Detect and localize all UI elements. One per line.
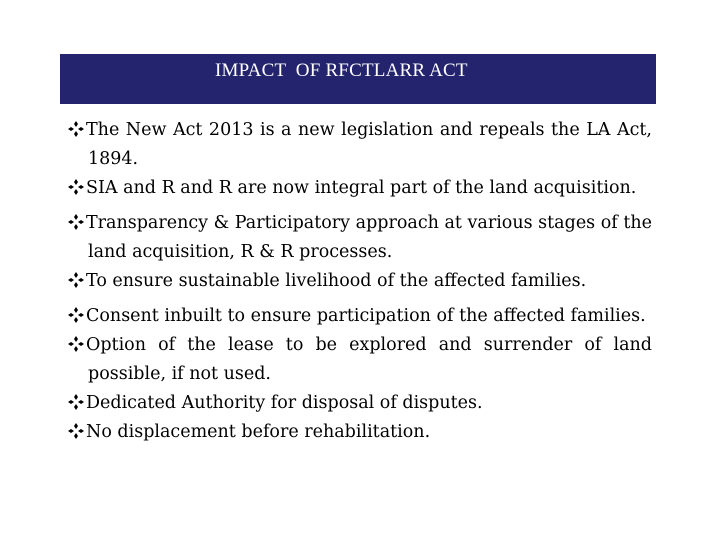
bullet-group: [68, 302, 652, 447]
bullet-item: [68, 267, 652, 296]
four-diamond-bullet-icon: [68, 394, 84, 410]
bullet-text: Dedicated Authority for disposal of disputes.: [86, 393, 483, 413]
bullet-item: [68, 331, 652, 389]
four-diamond-bullet-icon: [68, 423, 84, 439]
bullet-item: [68, 209, 652, 267]
bullet-text: No displacement before rehabilitation.: [86, 422, 431, 442]
slide-title: IMPACT OF RFCTLARR ACT: [215, 60, 468, 81]
bullet-item: [68, 389, 652, 418]
bullet-text: To ensure sustainable livelihood of the affected families.: [86, 271, 587, 291]
bullet-item: [68, 116, 652, 174]
bullet-group: [68, 209, 652, 296]
four-diamond-bullet-icon: [68, 336, 84, 352]
four-diamond-bullet-icon: [68, 307, 84, 323]
bullet-list: [68, 116, 652, 453]
four-diamond-bullet-icon: [68, 179, 84, 195]
bullet-item: [68, 302, 652, 331]
bullet-text: The New Act 2013 is a new legislation and repeals the LA Act, 1894.: [86, 120, 652, 169]
bullet-item: [68, 418, 652, 447]
four-diamond-bullet-icon: [68, 272, 84, 288]
bullet-text: Option of the lease to be explored and surrender of land possible, if not used.: [86, 335, 652, 384]
title-bar: [60, 54, 656, 104]
four-diamond-bullet-icon: [68, 121, 84, 137]
bullet-text: Consent inbuilt to ensure participation of the affected families.: [86, 306, 646, 326]
bullet-group: [68, 116, 652, 203]
bullet-text: Transparency & Participatory approach at various stages of the land acquisition, R & R processes.: [86, 213, 652, 262]
bullet-text: SIA and R and R are now integral part of the land acquisition.: [86, 178, 637, 198]
four-diamond-bullet-icon: [68, 214, 84, 230]
bullet-item: [68, 174, 652, 203]
